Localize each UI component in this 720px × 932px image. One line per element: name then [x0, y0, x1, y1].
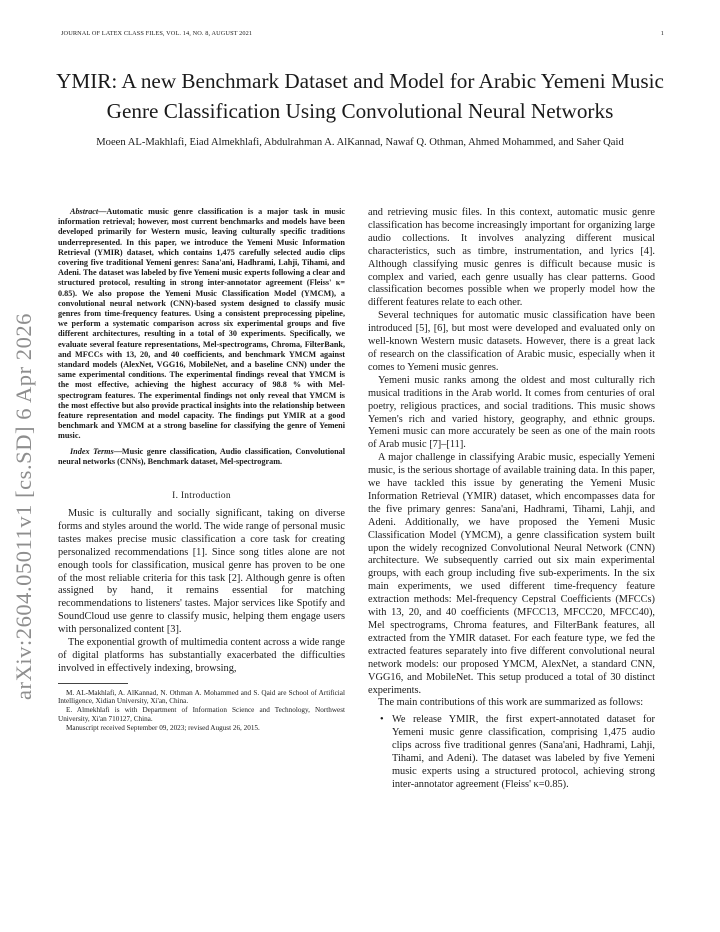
- contribution-text: We release YMIR, the first expert-annotated dataset for Yemeni music genre classification, comprising 1,475 audio clips across five traditional genres (Sana'ani, Hadhrami, Lahji, Tihami, and Adeni). The dataset was labeled by five Yemeni music experts using a structured protocol, achieving strong inter-annotator agreement (Fleiss' κ=0.85).: [392, 714, 655, 790]
- author-list: Moeen AL-Makhlafi, Eiad Almekhlafi, Abdulrahman A. AlKannad, Nawaf Q. Othman, Ahmed Mohammed, and Saher Qaid: [96, 137, 624, 148]
- footnote-manuscript: Manuscript received September 09, 2023; revised August 26, 2015.: [66, 723, 260, 732]
- bullet-icon: •: [380, 714, 384, 726]
- footnote-divider: [58, 683, 128, 684]
- index-terms-label: Index Terms: [70, 446, 114, 456]
- left-column: [58, 207, 345, 732]
- intro-paragraph: Several techniques for automatic music classification have been introduced [5], [6], but most were developed and evaluated only on well-known Western music datasets. However, there is a great lack of research on the classification of Arabic music, especially when it comes to Yemeni music genres.: [368, 310, 655, 373]
- running-header: [61, 30, 664, 37]
- footnote-affiliation: M. AL-Makhlafi, A. AlKannad, N. Othman A. Mohammed and S. Qaid are School of Artificial Intelligence, Xidian University, Xi'an, China.: [58, 688, 345, 706]
- index-terms-text: —Music genre classification, Audio classification, Convolutional neural networks (CNNs), Benchmark dataset, Mel-spectrogram.: [58, 446, 345, 466]
- contributions-list: [368, 714, 655, 791]
- footnote-affiliation: E. Almekhlafi is with Department of Information Science and Technology, Northwest University, Xi'an 710127, China.: [58, 706, 345, 723]
- arxiv-watermark: arXiv:2604.05011v1 [cs.SD] 6 Apr 2026: [11, 313, 36, 700]
- index-terms: [58, 447, 345, 467]
- abstract-text: —Automatic music genre classification is a major task in music information retrieval; however, most current benchmarks and models have been developed primarily for Western music, leaving culturally specific traditions underrepresented. In this paper, we introduce the Yemeni Music Information Retrieval (YMIR) dataset, which contains 1,475 carefully selected audio clips covering five traditional Yemeni genres: Sana'ani, Hadhrami, Lahji, Tihami, and Adeni. The dataset was labeled by five Yemeni music experts following a clear and structured protocol, resulting in strong inter-annotator agreement (Fleiss' κ= 0.85). We also propose the Yemeni Music Classification Model (YMCM), a convolutional neural network (CNN)-based system designed to classify music genres from time-frequency features. Using a consistent preprocessing pipeline, we perform a systematic comparison across six experimental groups and five different architectures, resulting in a total of 30 experiments. Specifically, we evaluate several feature representations, Mel-spectrograms, Chroma, FilterBank, and MFCCs with 13, 20, and 40 coefficients, and benchmark YMCM against standard models (AlexNet, VGG16, MobileNet, and a baseline CNN) under the same experimental conditions. The experimental findings reveal that YMCM is the most effective, achieving the highest accuracy of 98.8 % with Mel-spectrogram features. The experimental findings not only reveal that YMCM is the most effective but also provide practical insights into the relationship between feature representation and model capacity. The findings put YMIR at a good benchmark and YMCM at a strong baseline for classifying the genre of Yemeni music.: [58, 207, 345, 441]
- intro-paragraph: The main contributions of this work are summarized as follows:: [378, 697, 644, 709]
- intro-paragraph: and retrieving music files. In this context, automatic music genre classification has become increasingly important for organizing large audio collections. It involves analyzing different musical characteristics, such as timbre, instrumentation, and lyrics [4]. Although classifying music genres is difficult because music is complex and varied, each genre usually has clear patterns. Good classification becomes possible when we properly model how the different features relate to each other.: [368, 207, 655, 309]
- intro-paragraph: Music is culturally and socially significant, taking on diverse forms and styles around the world. The wide range of personal music tastes makes precise music classification a core task for creating personalized recommendations [1]. Since song titles alone are not enough tools for classification, musical genre has proven to be one of the most reliable criteria for this task [2]. Although genre is often assigned by hand, it remains essential for matching recommendations to listeners' tastes. Major services like Spotify and SoundCloud use genre to classify music, helping them engage users with personalized content [3].: [58, 507, 345, 636]
- abstract-label: Abstract: [70, 207, 99, 216]
- intro-paragraph: A major challenge in classifying Arabic music, especially Yemeni music, is the serious shortage of available training data. In this paper, we have tackled this issue by generating the Yemeni Music Information Retrieval (YMIR) dataset, which encompasses data for the five primary genres: Sana'ani, Hadhrami, Tihami, Lahji, and Adeni. Additionally, we have proposed the Yemeni Music Classification Model (YMCM), a genre classification system built upon the widely recognized Convolutional Neural Network (CNN) architecture. We subsequently carried out six main experimental groups, with each group including five sub-experiments. In the six main experiments, we used different time-frequency feature extraction methods: Mel-frequency Cepstral Coefficients (MFCCs) with 13, 20, and 40 coefficients (MFCC13, MFCC20, MFCC40), Mel spectrograms, Chroma features, and FilterBank features, all extracted from the YMIR dataset. For each feature type, we fed the extracted features separately into five different convolutional neural network models: our proposed YMCM, AlexNet, a standard CNN, VGG16, and MobileNet. This setup produced a total of 30 distinct experiments.: [368, 452, 655, 696]
- journal-name: JOURNAL OF LATEX CLASS FILES, VOL. 14, NO. 8, AUGUST 2021: [61, 30, 253, 37]
- right-column: [368, 207, 655, 792]
- abstract: [58, 207, 345, 442]
- page-number: 1: [660, 30, 664, 37]
- intro-paragraph: The exponential growth of multimedia content across a wide range of digital platforms has substantially exacerbated the difficulties involved in effectively indexing, browsing,: [58, 637, 345, 674]
- footnotes: [58, 689, 345, 733]
- list-item: [380, 714, 655, 791]
- intro-paragraph: Yemeni music ranks among the oldest and most culturally rich musical traditions in the Arab world. It comes from centuries of oral poetry, religious practices, and social traditions. This music shows Yemen's rich and varied history, geography, and ethnic groups. Yemeni music can more accurately be seen as one of the main roots of Arab music [7]–[11].: [368, 374, 655, 451]
- paper-title: YMIR: A new Benchmark Dataset and Model for Arabic Yemeni Music Genre Classification Using Convolutional Neural Networks: [56, 69, 664, 123]
- section-heading-introduction: I. Introduction: [172, 491, 231, 502]
